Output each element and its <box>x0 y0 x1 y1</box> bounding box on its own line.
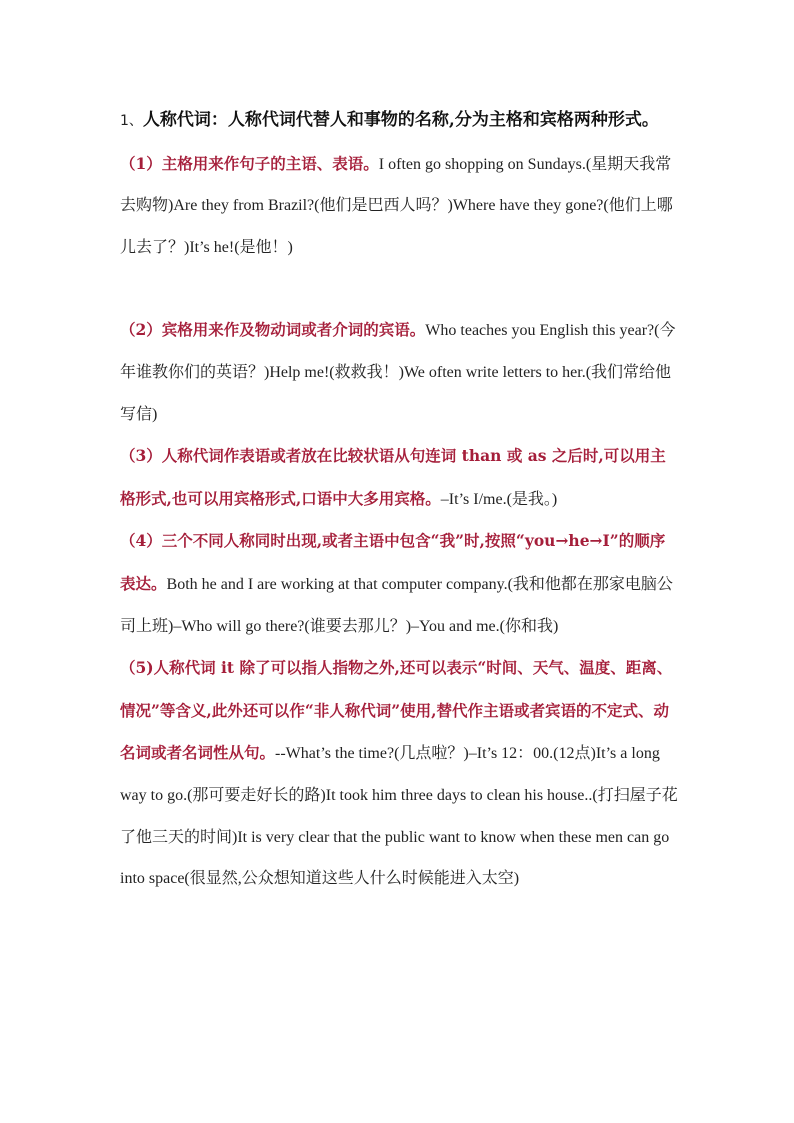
item-3-text: –It’s I/me.(是我。) <box>440 490 558 508</box>
item-1-text: I often go shopping on Sundays.(星期天我常去购物)Are they from Brazil?(他们是巴西人吗？)Where have they gone?(他们上哪儿去了？)It’s he!(是他！) <box>120 155 673 256</box>
document-body <box>120 100 680 900</box>
item-1-label: （1）主格用来作句子的主语、表语。 <box>120 153 379 173</box>
item-3-label: （3）人称代词作表语或者放在比较状语从句连词 than 或 as 之后时,可以用主格形式,也可以用宾格形式,口语中大多用宾格。 <box>120 446 666 508</box>
item-2-text: Who teaches you English this year?(今年谁教你们的英语？)Help me!(救救我！)We often write letters to her.(我们常给他写信) <box>120 322 676 423</box>
item-4-text: Both he and I are working at that computer company.(我和他都在那家电脑公司上班)–Who will go there?(谁要去那儿？)–You and me.(你和我) <box>120 575 673 635</box>
paragraph-item-5 <box>120 647 680 900</box>
section-number: 1、 <box>120 113 143 129</box>
paragraph-spacer <box>120 268 680 309</box>
paragraph-intro <box>120 100 680 268</box>
item-5-text: --What’s the time?(几点啦？)–It’s 12：00.(12点)It’s a long way to go.(那可要走好长的路)It took him three days to clean his house..(打扫屋子花了他三天的时间)It is very clear that the public want to know when these men can go into space(很显然,公众想知道这些人什么时候能进入太空) <box>120 745 678 888</box>
section-title: 人称代词：人称代词代替人和事物的名称,分为主格和宾格两种形式。 <box>142 110 659 130</box>
item-2-label: （2）宾格用来作及物动词或者介词的宾语。 <box>120 320 426 340</box>
paragraph-item-4 <box>120 520 680 647</box>
item-5-label: （5)人称代词 it 除了可以指人指物之外,还可以表示“时间、天气、温度、距离、情况”等含义,此外还可以作“非人称代词”使用,替代作主语或者宾语的不定式、动名词或者名词性从句。 <box>120 658 673 763</box>
item-4-label: （4）三个不同人称同时出现,或者主语中包含“我”时,按照“you→he→I”的顺序表达。 <box>120 531 666 593</box>
paragraph-item-3 <box>120 435 680 520</box>
paragraph-item-2 <box>120 309 680 435</box>
